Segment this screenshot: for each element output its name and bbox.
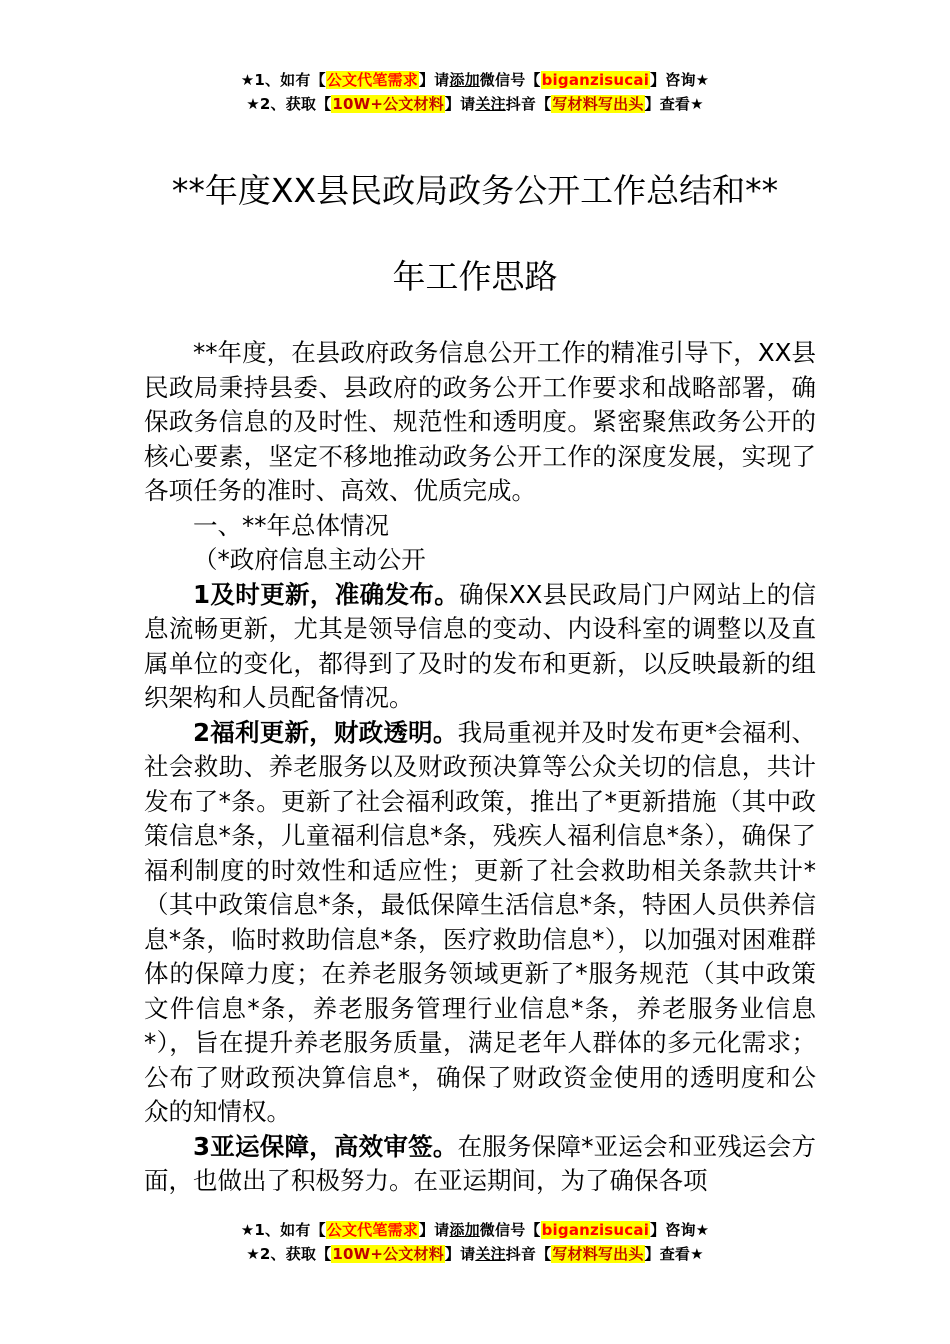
item-text: 在服务保障*亚运会和亚残运会方面，也做出了积极努力。在亚运期间，为了确保各项 bbox=[144, 1131, 817, 1195]
paragraph-item-1 bbox=[144, 578, 816, 716]
promo-text: ★2、获取【 bbox=[246, 95, 332, 113]
promo-text: ★2、获取【 bbox=[246, 1245, 332, 1263]
promo-text: ★1、如有【 bbox=[240, 71, 326, 89]
promo-line-2 bbox=[0, 92, 950, 116]
promo-text: 抖音【 bbox=[505, 1245, 552, 1263]
paragraph-item-3 bbox=[144, 1130, 816, 1199]
promo-text: 】请 bbox=[444, 1245, 476, 1263]
promo-text: 】查看★ bbox=[644, 95, 704, 113]
top-promo-banner bbox=[0, 68, 950, 116]
promo-line-1 bbox=[0, 1218, 950, 1242]
item-lead: 1及时更新，准确发布。 bbox=[193, 579, 460, 609]
item-text: 确保XX县民政局门户网站上的信息流畅更新，尤其是领导信息的变动、内设科室的调整以及直属单位的变化，都得到了及时的发布和更新，以反映最新的组织架构和人员配备情况。 bbox=[144, 579, 816, 712]
document-title bbox=[110, 148, 840, 320]
subsection-heading: （*政府信息主动公开 bbox=[193, 545, 426, 574]
promo-text: 微信号【 bbox=[479, 71, 541, 89]
item-lead: 2福利更新，财政透明。 bbox=[193, 717, 458, 747]
promo-highlight: 写材料写出头 bbox=[552, 1245, 644, 1263]
promo-text: 微信号【 bbox=[479, 1221, 541, 1239]
section-heading: 一、**年总体情况 bbox=[193, 510, 389, 540]
promo-text: 】咨询★ bbox=[650, 71, 710, 89]
promo-text: 】咨询★ bbox=[650, 1221, 710, 1239]
promo-line-2 bbox=[0, 1242, 950, 1266]
promo-underline: 关注 bbox=[475, 95, 506, 113]
promo-line-1 bbox=[0, 68, 950, 92]
promo-highlight: biganzisucai bbox=[541, 71, 650, 89]
promo-text: ★1、如有【 bbox=[240, 1221, 326, 1239]
promo-underline: 添加 bbox=[449, 1221, 480, 1239]
item-lead: 3亚运保障，高效审签。 bbox=[193, 1131, 458, 1161]
promo-highlight: 10W+公文材料 bbox=[332, 1245, 444, 1263]
promo-text: 抖音【 bbox=[505, 95, 552, 113]
document-body bbox=[144, 336, 816, 1199]
promo-underline: 添加 bbox=[449, 71, 480, 89]
promo-highlight: biganzisucai bbox=[541, 1221, 650, 1239]
promo-text: 】请 bbox=[418, 71, 450, 89]
promo-underline: 关注 bbox=[475, 1245, 506, 1263]
item-text: 我局重视并及时发布更*会福利、社会救助、养老服务以及财政预决算等公众关切的信息，共计发布了*条。更新了社会福利政策，推出了*更新措施（其中政策信息*条，儿童福利信息*条，残疾人福利信息*条），确保了福利制度的时效性和适应性；更新了社会救助相关条款共计*（其中政策信息*条，最低保障生活信息*条，特困人员供养信息*条，临时救助信息*条，医疗救助信息*），以加强对困难群体的保障力度；在养老服务领域更新了*服务规范（其中政策文件信息*条，养老服务管理行业信息*条，养老服务业信息*），旨在提升养老服务质量，满足老年人群体的多元化需求；公布了财政预决算信息*，确保了财政资金使用的透明度和公众的知情权。 bbox=[144, 717, 817, 1126]
promo-text: 】请 bbox=[444, 95, 476, 113]
bottom-promo-banner bbox=[0, 1218, 950, 1266]
promo-highlight: 写材料写出头 bbox=[552, 95, 644, 113]
promo-text: 】查看★ bbox=[644, 1245, 704, 1263]
promo-highlight: 公文代笔需求 bbox=[326, 1221, 418, 1239]
promo-highlight: 公文代笔需求 bbox=[326, 71, 418, 89]
title-line-2: 年工作思路 bbox=[392, 257, 558, 296]
promo-highlight: 10W+公文材料 bbox=[332, 95, 444, 113]
paragraph-item-2 bbox=[144, 716, 816, 1130]
title-line-1: **年度XX县民政局政务公开工作总结和** bbox=[171, 171, 779, 210]
intro-paragraph: **年度，在县政府政务信息公开工作的精准引导下，XX县民政局秉持县委、县政府的政务公开工作要求和战略部署，确保政务信息的及时性、规范性和透明度。紧密聚焦政务公开的核心要素，坚定不移地推动政务公开工作的深度发展，实现了各项任务的准时、高效、优质完成。 bbox=[144, 338, 816, 505]
promo-text: 】请 bbox=[418, 1221, 450, 1239]
